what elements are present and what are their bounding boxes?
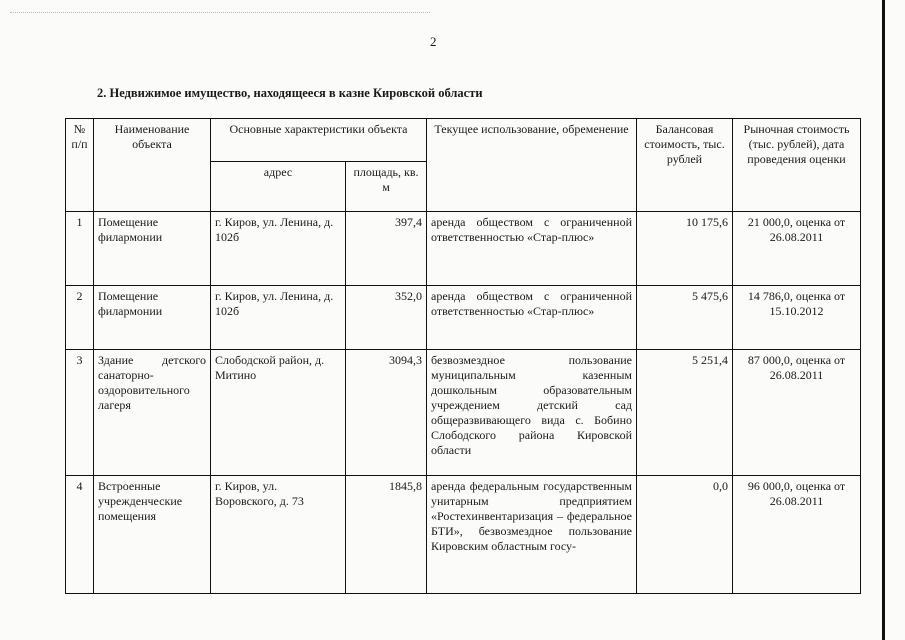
cell-balance: 5 251,4 [637,350,733,476]
cell-no: 2 [66,286,94,350]
table-row [66,212,861,286]
header-main-characteristics: Основные характеристики объекта [211,119,427,162]
section-heading: 2. Недвижимое имущество, находящееся в казне Кировской области [97,86,483,100]
header-balance: Балансовая стоимость, тыс. рублей [637,119,733,212]
cell-usage: аренда обществом с ограниченной ответственностью «Стар-плюс» [427,286,637,350]
cell-balance: 5 475,6 [637,286,733,350]
cell-market: 21 000,0, оценка от 26.08.2011 [733,212,861,286]
cell-name: Помещение филармонии [94,212,211,286]
cell-address: г. Киров, ул. Ленина, д. 102б [211,286,346,350]
cell-name: Встроенные учрежденческие помещения [94,476,211,594]
cell-name: Помещение филармонии [94,286,211,350]
table-row [66,350,861,476]
header-market: Рыночная стоимость (тыс. рублей), дата проведения оценки [733,119,861,212]
table-header-row [66,119,861,162]
header-name: Наименование объекта [94,119,211,212]
header-address: адрес [211,162,346,212]
property-table [65,118,861,594]
cell-address: г. Киров, ул. Воровского, д. 73 [211,476,346,594]
scan-noise [10,12,430,14]
cell-usage: аренда федеральным государственным унитарным предприятием «Ростехинвентаризация – федеральное БТИ», безвозмездное пользование Кировским областным госу- [427,476,637,594]
cell-market: 87 000,0, оценка от 26.08.2011 [733,350,861,476]
cell-no: 1 [66,212,94,286]
cell-usage: безвозмездное пользование муниципальным казенным дошкольным образовательным учреждением детский сад общеразвивающего вида с. Бобино Слободского района Кировской области [427,350,637,476]
cell-usage: аренда обществом с ограниченной ответственностью «Стар-плюс» [427,212,637,286]
table-row [66,476,861,594]
cell-balance: 10 175,6 [637,212,733,286]
cell-market: 96 000,0, оценка от 26.08.2011 [733,476,861,594]
cell-area: 397,4 [346,212,427,286]
header-usage: Текущее использование, обременение [427,119,637,212]
cell-address: г. Киров, ул. Ленина, д. 102б [211,212,346,286]
cell-no: 3 [66,350,94,476]
cell-balance: 0,0 [637,476,733,594]
cell-area: 352,0 [346,286,427,350]
cell-area: 3094,3 [346,350,427,476]
table-row [66,286,861,350]
cell-no: 4 [66,476,94,594]
cell-name: Здание детского санаторно-оздоровительного лагеря [94,350,211,476]
header-area: площадь, кв. м [346,162,427,212]
cell-address: Слободской район, д. Митино [211,350,346,476]
cell-market: 14 786,0, оценка от 15.10.2012 [733,286,861,350]
scan-edge-line [882,0,885,640]
page-number: 2 [430,34,437,49]
cell-area: 1845,8 [346,476,427,594]
header-no: № п/п [66,119,94,212]
